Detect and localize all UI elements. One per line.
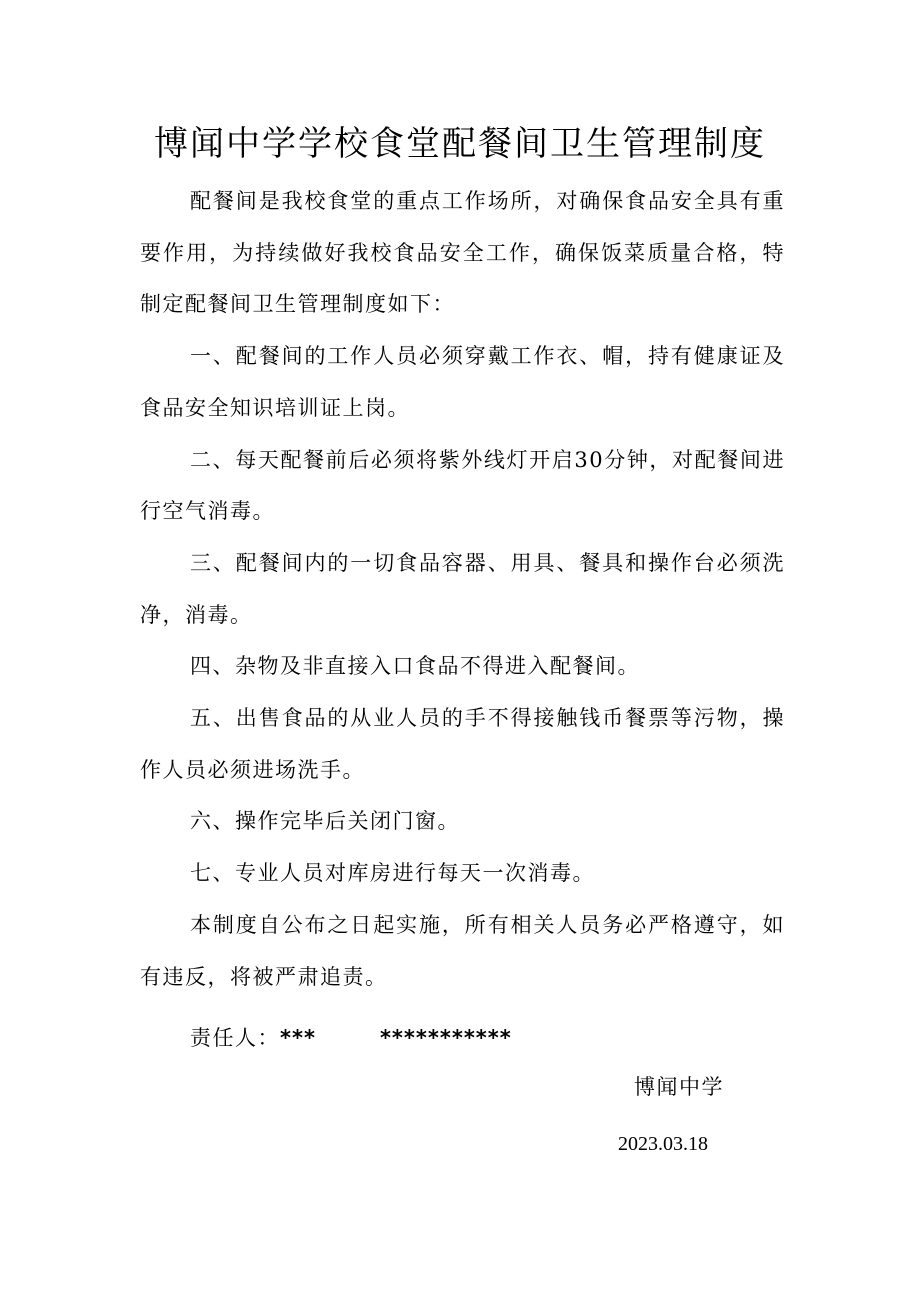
rule-4-paragraph: 四、杂物及非直接入口食品不得进入配餐间。 — [190, 654, 640, 679]
rule-3-paragraph: 三、配餐间内的一切食品容器、用具、餐具和操作台必须洗净，消毒。 — [140, 550, 785, 627]
rule-2-paragraph: 二、每天配餐前后必须将紫外线灯开启30分钟，对配餐间进行空气消毒。 — [140, 447, 785, 524]
signature-line — [190, 1020, 512, 1056]
rule-7-paragraph: 七、专业人员对库房进行每天一次消毒。 — [190, 861, 595, 886]
rule-6-paragraph: 六、操作完毕后关闭门窗。 — [190, 809, 460, 834]
document-body — [140, 176, 785, 1003]
signature-label: 责任人： — [190, 1026, 280, 1050]
intro-paragraph: 配餐间是我校食堂的重点工作场所，对确保食品安全具有重要作用，为持续做好我校食品安全工作，确保饭菜质量合格，特制定配餐间卫生管理制度如下： — [140, 189, 785, 317]
issue-date: 2023.03.18 — [618, 1133, 708, 1155]
responsible-person-contact: *********** — [379, 1026, 512, 1050]
closing-paragraph: 本制度自公布之日起实施，所有相关人员务必严格遵守，如有违反，将被严肃追责。 — [140, 912, 785, 989]
issuing-organization: 博闻中学 — [634, 1075, 724, 1099]
responsible-person-name: *** — [280, 1026, 316, 1050]
document-title: 博闻中学学校食堂配餐间卫生管理制度 — [154, 124, 766, 164]
rule-5-paragraph: 五、出售食品的从业人员的手不得接触钱币餐票等污物，操作人员必须进场洗手。 — [140, 706, 785, 782]
rule-1-paragraph: 一、配餐间的工作人员必须穿戴工作衣、帽，持有健康证及食品安全知识培训证上岗。 — [140, 344, 785, 420]
